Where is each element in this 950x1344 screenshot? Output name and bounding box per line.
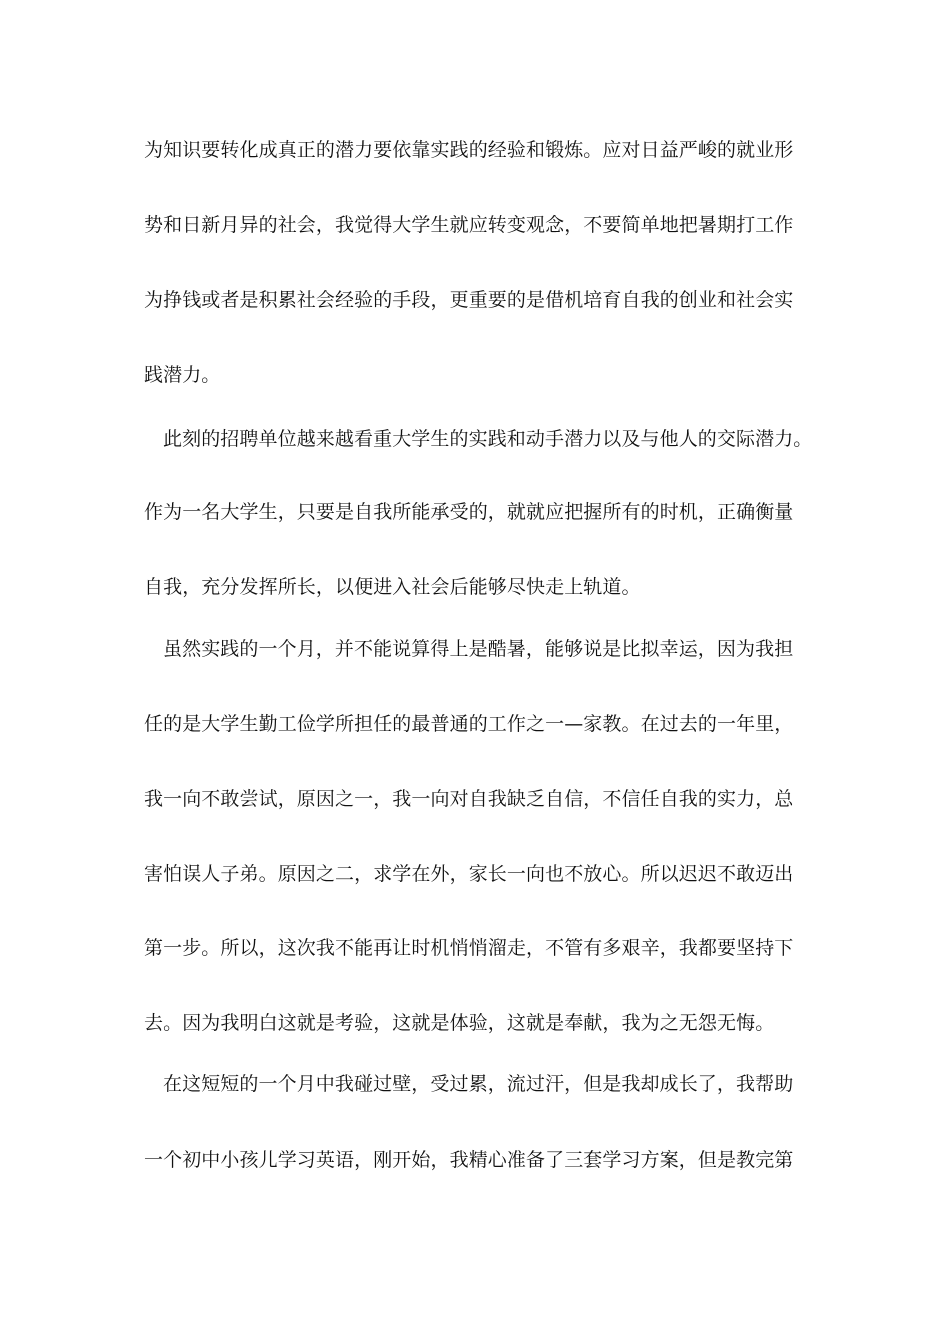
text-line: 任的是大学生勤工俭学所担任的最普通的工作之一—家教。在过去的一年里， (144, 713, 794, 735)
text-line: 害怕误人子弟。原因之二，求学在外，家长一向也不放心。所以迟迟不敢迈出 (144, 863, 794, 885)
text-line: 自我，充分发挥所长，以便进入社会后能够尽快走上轨道。 (144, 576, 641, 598)
text-line: 势和日新月异的社会，我觉得大学生就应转变观念，不要简单地把暑期打工作 (144, 214, 794, 236)
text-line: 为挣钱或者是积累社会经验的手段，更重要的是借机培育自我的创业和社会实 (144, 289, 794, 311)
text-line: 第一步。所以，这次我不能再让时机悄悄溜走，不管有多艰辛，我都要坚持下 (144, 937, 794, 959)
text-line: 作为一名大学生，只要是自我所能承受的，就就应把握所有的时机，正确衡量 (144, 501, 794, 523)
text-line: 去。因为我明白这就是考验，这就是体验，这就是奉献，我为之无怨无悔。 (144, 1012, 775, 1034)
text-line: 我一向不敢尝试，原因之一，我一向对自我缺乏自信，不信任自我的实力，总 (144, 788, 794, 810)
text-line: 践潜力。 (144, 364, 221, 386)
text-line: 一个初中小孩儿学习英语，刚开始，我精心准备了三套学习方案，但是教完第 (144, 1149, 794, 1171)
text-line: 为知识要转化成真正的潜力要依靠实践的经验和锻炼。应对日益严峻的就业形 (144, 139, 794, 161)
paragraph-start-line: 在这短短的一个月中我碰过壁，受过累，流过汗，但是我却成长了，我帮助 (163, 1073, 794, 1095)
paragraph-start-line: 虽然实践的一个月，并不能说算得上是酷暑，能够说是比拟幸运，因为我担 (163, 638, 794, 660)
paragraph-start-line: 此刻的招聘单位越来越看重大学生的实践和动手潜力以及与他人的交际潜力。 (163, 428, 813, 450)
